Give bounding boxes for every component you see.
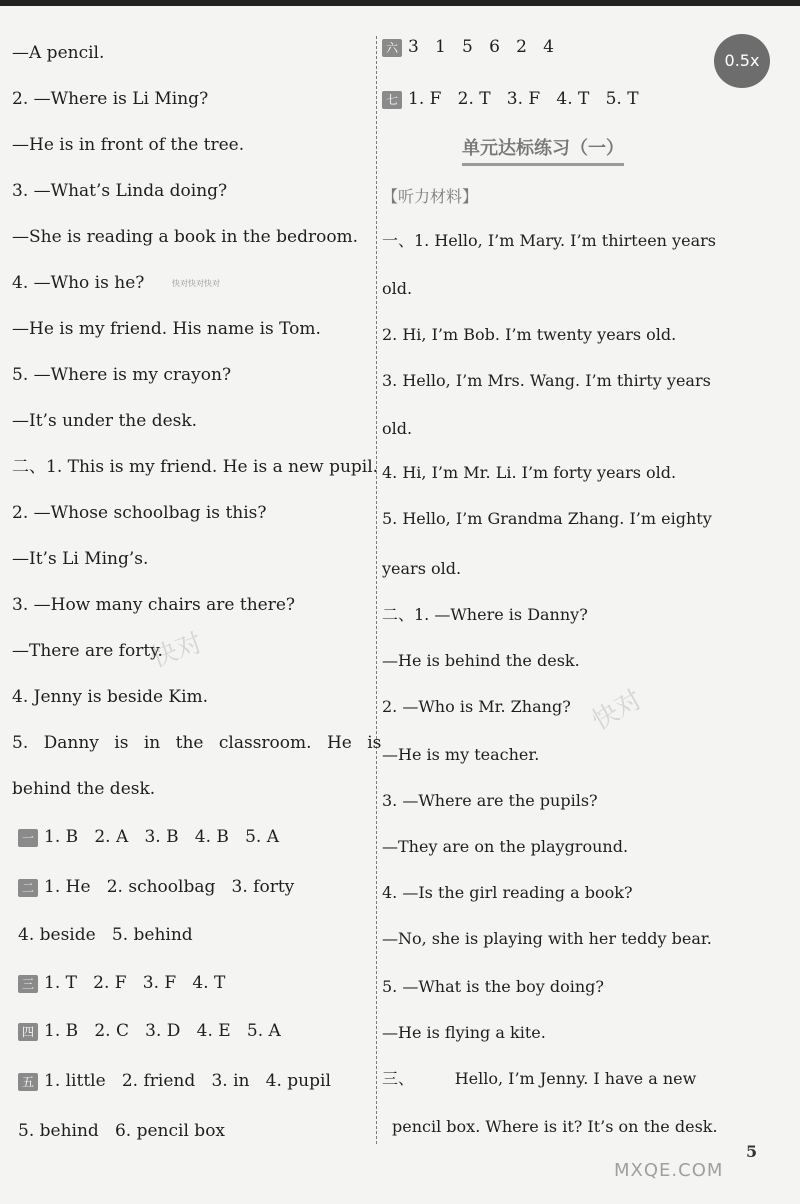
answer-text: 5. behind 6. pencil box xyxy=(18,1121,226,1141)
left-line: 2. —Where is Li Ming? xyxy=(12,89,209,109)
section-badge: 一 xyxy=(18,829,38,847)
watermark-small: 快对快对快对 xyxy=(172,279,220,288)
answer-row xyxy=(18,1070,331,1092)
answer-row xyxy=(18,826,279,848)
answer-row xyxy=(18,1120,225,1142)
answer-text: 1. T 2. F 3. F 4. T xyxy=(44,973,226,993)
answer-text: 1. F 2. T 3. F 4. T 5. T xyxy=(408,89,639,109)
left-line: —It’s under the desk. xyxy=(12,411,198,431)
answer-text: 4. beside 5. behind xyxy=(18,925,193,945)
section-badge: 五 xyxy=(18,1073,38,1091)
watermark-brand: 快对 xyxy=(147,627,207,674)
right-line: 2. —Who is Mr. Zhang? xyxy=(382,697,571,716)
answer-text: 3 1 5 6 2 4 xyxy=(408,37,554,57)
right-line: 2. Hi, I’m Bob. I’m twenty years old. xyxy=(382,325,677,344)
answer-row xyxy=(18,924,193,946)
left-line: 4. Jenny is beside Kim. xyxy=(12,687,209,707)
left-line: 5. —Where is my crayon? xyxy=(12,365,232,385)
answer-row xyxy=(382,88,639,110)
answer-text: 1. B 2. C 3. D 4. E 5. A xyxy=(44,1021,281,1041)
section-badge: 六 xyxy=(382,39,402,57)
right-line: 3. Hello, I’m Mrs. Wang. I’m thirty years xyxy=(382,371,711,390)
answer-text: 1. B 2. A 3. B 4. B 5. A xyxy=(44,827,279,847)
page-number: 5 xyxy=(746,1142,758,1161)
section-badge: 二 xyxy=(18,879,38,897)
answer-text: 1. He 2. schoolbag 3. forty xyxy=(44,877,295,897)
left-line: —It’s Li Ming’s. xyxy=(12,549,149,569)
left-line: behind the desk. xyxy=(12,779,156,799)
top-edge-bar xyxy=(0,0,800,6)
left-line: —She is reading a book in the bedroom. xyxy=(12,227,359,247)
right-line: —He is flying a kite. xyxy=(382,1023,546,1042)
right-line: 5. Hello, I’m Grandma Zhang. I’m eighty xyxy=(382,509,712,528)
section-badge: 四 xyxy=(18,1023,38,1041)
right-line: —They are on the playground. xyxy=(382,837,629,856)
answer-row xyxy=(382,36,554,58)
answer-row xyxy=(18,972,225,994)
column-divider xyxy=(376,36,377,1144)
right-line: 5. —What is the boy doing? xyxy=(382,977,604,996)
right-line: —He is behind the desk. xyxy=(382,651,580,670)
right-line: old. xyxy=(382,279,413,298)
right-line: —No, she is playing with her teddy bear. xyxy=(382,929,712,948)
answer-row xyxy=(18,1020,281,1042)
right-line: 一、1. Hello, I’m Mary. I’m thirteen years xyxy=(382,231,716,250)
right-line: 3. —Where are the pupils? xyxy=(382,791,598,810)
right-line: years old. xyxy=(382,559,462,578)
right-line: 二、1. —Where is Danny? xyxy=(382,605,588,624)
left-line: —There are forty. xyxy=(12,641,163,661)
zoom-level-button[interactable]: 0.5x xyxy=(714,34,770,88)
left-line: —He is my friend. His name is Tom. xyxy=(12,319,321,339)
section-badge: 七 xyxy=(382,91,402,109)
right-line: 4. Hi, I’m Mr. Li. I’m forty years old. xyxy=(382,463,677,482)
footer-watermark: MXQE.COM xyxy=(614,1160,724,1181)
right-line: 4. —Is the girl reading a book? xyxy=(382,883,633,902)
right-line: —He is my teacher. xyxy=(382,745,540,764)
left-line: 5. Danny is in the classroom. He is xyxy=(12,733,382,753)
left-line: 3. —How many chairs are there? xyxy=(12,595,296,615)
listening-material-label: 【听力材料】 xyxy=(382,187,479,206)
section-badge: 三 xyxy=(18,975,38,993)
left-line: —A pencil. xyxy=(12,43,105,63)
watermark-brand: 快对 xyxy=(587,684,648,737)
answer-text: 1. little 2. friend 3. in 4. pupil xyxy=(44,1071,331,1091)
right-line: 三、 Hello, I’m Jenny. I have a new xyxy=(382,1069,697,1088)
right-line: pencil box. Where is it? It’s on the desk. xyxy=(392,1117,718,1136)
left-line: 二、1. This is my friend. He is a new pupil. xyxy=(12,457,379,477)
answer-row xyxy=(18,876,294,898)
left-line: 4. —Who is he? xyxy=(12,273,145,293)
right-line: old. xyxy=(382,419,413,438)
left-line: 2. —Whose schoolbag is this? xyxy=(12,503,267,523)
left-line: —He is in front of the tree. xyxy=(12,135,245,155)
left-line: 3. —What’s Linda doing? xyxy=(12,181,228,201)
unit-heading: 单元达标练习（一） xyxy=(462,134,624,166)
